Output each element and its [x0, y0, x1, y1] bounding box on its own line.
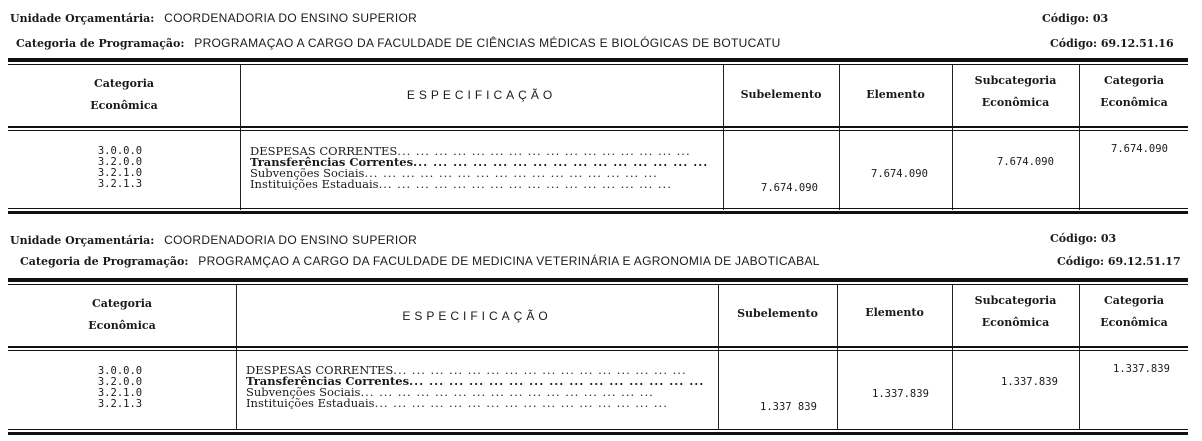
table-bottom-rule-thick — [8, 432, 1188, 435]
header-line: Econômica — [981, 96, 1050, 109]
unidade-label: Unidade Orçamentária: — [10, 12, 155, 25]
item-text: Subvenções Sociais — [246, 385, 361, 399]
categoria-code: Código: 69.12.51.16 — [1050, 37, 1174, 50]
header-line: Categoria — [93, 77, 155, 90]
item-text: DESPESAS CORRENTES — [246, 365, 394, 377]
categoria-line — [16, 36, 781, 50]
code-cell: 3.2.0.0 — [97, 156, 143, 168]
header-line: Econômica — [90, 99, 158, 112]
header-elemento — [839, 84, 952, 106]
header-line: Categoria — [1103, 294, 1165, 307]
leader-dots: ... ... ... ... ... ... ... ... ... ... ... ... ... ... ... ... — [393, 365, 687, 376]
column-divider — [236, 285, 237, 430]
list-item — [246, 398, 712, 409]
value-categoria: 7.674.090 — [1111, 143, 1168, 155]
code-cell: 3.0.0.0 — [97, 145, 143, 157]
header-line: Categoria — [91, 297, 153, 310]
categoria-code: Código: 69.12.51.17 — [1057, 255, 1181, 268]
categoria-label: Categoria de Programação: — [20, 255, 189, 268]
value-subelemento: 1.337 839 — [760, 401, 817, 413]
code-cell: 3.2.1.0 — [97, 167, 143, 179]
item-text: Transferências Correntes — [250, 155, 414, 169]
categoria-value: PROGRAMÇAO A CARGO DA FACULDADE DE MEDICINA VETERINÁRIA E AGRONOMIA DE JABOTICABAL — [198, 254, 820, 268]
table-top-rule — [8, 58, 1188, 62]
item-text: DESPESAS CORRENTES — [250, 146, 398, 158]
unidade-value: COORDENADORIA DO ENSINO SUPERIOR — [164, 11, 418, 25]
item-text: Instituições Estaduais — [250, 177, 379, 190]
item-text: Subvenções Sociais — [250, 166, 365, 180]
leader-dots: ... ... ... ... ... ... ... ... ... ... ... ... ... ... ... ... — [374, 398, 668, 409]
header-line: Categoria — [1103, 74, 1165, 87]
header-line: Subelemento — [737, 307, 818, 320]
value-subcategoria: 7.674.090 — [997, 156, 1054, 168]
leader-dots: ... ... ... ... ... ... ... ... ... ... ... ... ... ... ... ... — [378, 179, 672, 190]
header-line: Econômica — [981, 316, 1050, 329]
table-bottom-rule — [8, 429, 1188, 430]
code-cell: 3.2.1.0 — [97, 387, 143, 399]
header-categoria-economica-right — [1079, 70, 1189, 114]
header-elemento — [837, 302, 952, 324]
unidade-code: Código: 03 — [1042, 12, 1109, 25]
leader-dots: ... ... ... ... ... ... ... ... ... ... ... ... ... ... ... — [409, 376, 705, 387]
code-cell: 3.0.0.0 — [97, 365, 143, 377]
unidade-line — [10, 233, 417, 247]
unidade-value: COORDENADORIA DO ENSINO SUPERIOR — [164, 233, 418, 247]
header-bottom-rule — [8, 346, 1188, 348]
header-subcategoria-economica — [952, 70, 1079, 114]
codes-column — [60, 146, 180, 190]
header-line: Econômica — [1100, 316, 1168, 329]
header-subcategoria-economica — [952, 290, 1079, 334]
header-bottom-rule — [8, 126, 1188, 128]
description-column — [250, 146, 716, 190]
header-bottom-rule-thin — [8, 130, 1188, 131]
header-line: Subcategoria — [974, 74, 1057, 87]
budget-section-1 — [0, 0, 1202, 220]
header-especificacao: ESPECIFICAÇÃO — [402, 309, 552, 323]
header-line: Subcategoria — [974, 294, 1057, 307]
leader-dots: ... ... ... ... ... ... ... ... ... ... ... ... ... ... ... ... — [364, 168, 658, 179]
leader-dots: ... ... ... ... ... ... ... ... ... ... ... ... ... ... ... ... — [397, 146, 691, 157]
budget-section-2 — [0, 220, 1202, 441]
table-top-rule-thin — [8, 284, 1188, 285]
header-line: Econômica — [88, 319, 156, 332]
header-line: Subelemento — [740, 88, 822, 101]
item-text: Transferências Correntes — [246, 374, 410, 388]
unidade-line — [10, 11, 417, 25]
description-column — [246, 365, 712, 409]
value-subcategoria: 1.337.839 — [1001, 376, 1058, 388]
leader-dots: ... ... ... ... ... ... ... ... ... ... ... ... ... ... ... ... — [360, 387, 654, 398]
unidade-code: Código: 03 — [1050, 232, 1117, 245]
code-cell: 3.2.0.0 — [97, 376, 143, 388]
header-especificacao: ESPECIFICAÇÃO — [406, 88, 557, 102]
value-elemento: 1.337.839 — [872, 388, 929, 400]
header-line: Elemento — [866, 88, 925, 101]
value-categoria: 1.337.839 — [1113, 363, 1170, 375]
header-line: Elemento — [865, 306, 924, 319]
categoria-line — [20, 254, 820, 268]
code-cell: 3.2.1.3 — [97, 398, 143, 410]
header-bottom-rule-thin — [8, 350, 1188, 351]
value-subelemento: 7.674.090 — [761, 182, 818, 194]
codes-column — [60, 366, 180, 410]
header-line: Econômica — [1100, 96, 1168, 109]
header-categoria-economica-right — [1079, 290, 1189, 334]
table-bottom-rule — [8, 208, 1188, 209]
table-bottom-rule-thick — [8, 211, 1188, 214]
table-top-rule — [8, 278, 1188, 282]
header-subelemento — [723, 84, 839, 106]
leader-dots: ... ... ... ... ... ... ... ... ... ... ... ... ... ... ... — [413, 157, 709, 168]
header-categoria-economica — [8, 293, 236, 337]
item-text: Instituições Estaduais — [246, 396, 375, 409]
table-top-rule-thin — [8, 64, 1188, 65]
header-subelemento — [718, 303, 837, 325]
column-divider — [240, 65, 241, 210]
value-elemento: 7.674.090 — [871, 168, 928, 180]
header-categoria-economica — [8, 73, 240, 117]
code-cell: 3.2.1.3 — [97, 178, 143, 190]
categoria-value: PROGRAMAÇAO A CARGO DA FACULDADE DE CIÊNCIAS MÉDICAS E BIOLÓGICAS DE BOTUCATU — [194, 36, 781, 50]
list-item — [250, 179, 716, 190]
unidade-label: Unidade Orçamentária: — [10, 234, 155, 247]
categoria-label: Categoria de Programação: — [16, 37, 185, 50]
